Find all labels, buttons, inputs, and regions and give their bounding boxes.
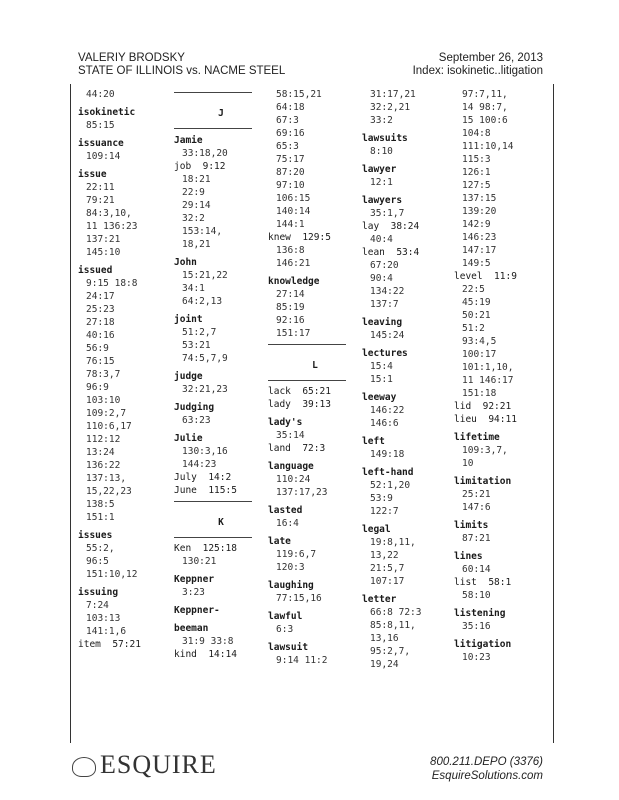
page-ref: 58:15,21 [276,89,322,100]
page-ref: 153:14, [182,226,223,237]
page-ref: 11 136:23 [86,221,138,232]
page-ref: 75:17 [276,154,305,165]
index-term: beeman [174,623,209,634]
page-ref: 6:3 [276,624,294,635]
page-ref: 9:14 11:2 [276,655,328,666]
page-ref: 144:1 [276,219,305,230]
page-ref: 141:1,6 [86,626,127,637]
page-ref: 147:17 [462,245,497,256]
page-ref: 32:2,21 [370,102,411,113]
page-ref: 27:18 [86,317,115,328]
index-column-1 [78,88,172,651]
index-entry: land 72:3 [268,443,326,454]
page-ref: 145:10 [86,247,121,258]
index-term: lawful [268,611,303,622]
index-term: knowledge [268,276,320,287]
page-ref: 13:24 [86,447,115,458]
page-ref: 32:21,23 [182,384,228,395]
index-entry: July 14:2 [174,472,232,483]
section-divider [174,92,252,93]
page-ref: 9:15 18:8 [86,278,138,289]
page-ref: 53:9 [370,493,393,504]
page-ref: 65:3 [276,141,299,152]
index-term: leaving [362,317,403,328]
index-term: Judging [174,402,215,413]
page-ref: 87:21 [462,533,491,544]
section-letter: K [218,517,224,528]
index-entry: lid 92:21 [454,401,512,412]
page-ref: 18:21 [182,174,211,185]
page-ref: 63:23 [182,415,211,426]
esquire-emblem-icon [72,757,96,777]
page-ref: 19,24 [370,659,399,670]
page-ref: 104:8 [462,128,491,139]
page-ref: 151:10,12 [86,569,138,580]
page-ref: 12:1 [370,177,393,188]
page-ref: 146:21 [276,258,311,269]
page-ref: 50:21 [462,310,491,321]
page-ref: 138:5 [86,499,115,510]
page-ref: 31:9 33:8 [182,636,234,647]
page-ref: 109:2,7 [86,408,127,419]
page-ref: 52:1,20 [370,480,411,491]
page-ref: 15:4 [370,361,393,372]
page-ref: 67:20 [370,260,399,271]
index-term: Keppner [174,574,215,585]
index-term: letter [362,594,397,605]
page-ref: 64:2,13 [182,296,223,307]
index-term: leeway [362,392,397,403]
page-ref: 101:1,10, [462,362,514,373]
page-ref: 25:21 [462,489,491,500]
page-ref: 10:23 [462,652,491,663]
index-entry: list 58:1 [454,577,512,588]
page-ref: 144:23 [182,459,217,470]
page-ref: 19:8,11, [370,537,416,548]
index-term: lawsuits [362,133,408,144]
deponent-name: VALERIY BRODSKY [78,52,185,64]
header-left [78,52,285,78]
footer-phone: 800.211.DEPO (3376) [430,756,543,768]
index-entry: June 115:5 [174,485,237,496]
page-ref: 35:16 [462,621,491,632]
page-ref: 127:5 [462,180,491,191]
page-ref: 137:15 [462,193,497,204]
section-letter: J [218,108,224,119]
page-ref: 18,21 [182,239,211,250]
page-ref: 142:9 [462,219,491,230]
page-ref: 95:2,7, [370,646,411,657]
page-ref: 151:1 [86,512,115,523]
page-ref: 79:21 [86,195,115,206]
index-term: lasted [268,505,303,516]
page-ref: 11 146:17 [462,375,514,386]
index-entry: Ken 125:18 [174,543,237,554]
section-divider [268,344,346,345]
page-ref: 40:4 [370,234,393,245]
page-ref: 55:2, [86,543,115,554]
page-ref: 58:10 [462,590,491,601]
page-ref: 85:8,11, [370,620,416,631]
page-ref: 134:22 [370,286,405,297]
index-entry: kind 14:14 [174,649,237,660]
section-divider [174,537,252,538]
index-entry: lieu 94:11 [454,414,517,425]
page-ref: 149:18 [370,449,405,460]
index-entry: job 9:12 [174,161,226,172]
page-ref: 14 98:7, [462,102,508,113]
page-ref: 76:15 [86,356,115,367]
page-ref: 35:1,7 [370,208,405,219]
page-ref: 15:21,22 [182,270,228,281]
index-term: left-hand [362,467,414,478]
index-entry: lay 38:24 [362,221,420,232]
index-entry: lady 39:13 [268,399,331,410]
index-term: left [362,436,385,447]
page-ref: 24:17 [86,291,115,302]
page-ref: 33:2 [370,115,393,126]
page-ref: 106:15 [276,193,311,204]
page-ref: 84:3,10, [86,208,132,219]
esquire-logo [72,750,217,780]
index-term: issued [78,265,113,276]
page-ref: 140:14 [276,206,311,217]
page-ref: 90:4 [370,273,393,284]
page-ref: 25:23 [86,304,115,315]
index-term: Julie [174,433,203,444]
page-ref: 109:14 [86,151,121,162]
page-ref: 45:19 [462,297,491,308]
index-entry: item 57:21 [78,639,141,650]
page-ref: 145:24 [370,330,405,341]
header-right [413,52,543,78]
page-ref: 136:22 [86,460,121,471]
page-ref: 21:5,7 [370,563,405,574]
index-column-3 [268,88,362,667]
page-ref: 107:17 [370,576,405,587]
page-ref: 44:20 [86,89,115,100]
page-ref: 111:10,14 [462,141,514,152]
page-ref: 77:15,16 [276,593,322,604]
page-ref: 97:10 [276,180,305,191]
page-ref: 110:6,17 [86,421,132,432]
index-term: listening [454,608,506,619]
page-ref: 16:4 [276,518,299,529]
page-ref: 31:17,21 [370,89,416,100]
page-ref: 15 100:6 [462,115,508,126]
page-ref: 103:10 [86,395,121,406]
index-term: joint [174,314,203,325]
page-ref: 15,22,23 [86,486,132,497]
index-term: lawyers [362,195,403,206]
page-ref: 69:16 [276,128,305,139]
page-ref: 22:5 [462,284,485,295]
index-term: late [268,536,291,547]
page-ref: 130:21 [182,556,217,567]
page-ref: 146:23 [462,232,497,243]
index-term: issues [78,530,113,541]
page-ref: 149:5 [462,258,491,269]
page-ref: 93:4,5 [462,336,497,347]
page-ref: 27:14 [276,289,305,300]
page-ref: 13,22 [370,550,399,561]
index-term: lifetime [454,432,500,443]
page-ref: 112:12 [86,434,121,445]
page-ref: 64:18 [276,102,305,113]
page-ref: 51:2,7 [182,327,217,338]
page-ref: 85:15 [86,120,115,131]
page-ref: 51:2 [462,323,485,334]
page-ref: 130:3,16 [182,446,228,457]
page-ref: 13,16 [370,633,399,644]
page-ref: 137:17,23 [276,487,328,498]
page-ref: 78:3,7 [86,369,121,380]
page-ref: 139:20 [462,206,497,217]
page-ref: 8:10 [370,146,393,157]
index-term: issue [78,169,107,180]
index-column-2 [174,88,268,661]
index-entry: lack 65:21 [268,386,331,397]
index-term: litigation [454,639,512,650]
index-column-4 [362,88,456,671]
index-term: issuing [78,587,119,598]
page-ref: 96:5 [86,556,109,567]
index-term: lectures [362,348,408,359]
page-ref: 32:2 [182,213,205,224]
index-term: limitation [454,476,512,487]
page-ref: 137:21 [86,234,121,245]
footer-contact [430,755,543,783]
index-entry: lean 53:4 [362,247,420,258]
logo-text: ESQUIRE [100,750,217,779]
page-ref: 103:13 [86,613,121,624]
index-term: lines [454,551,483,562]
index-term: isokinetic [78,107,136,118]
page-ref: 35:14 [276,430,305,441]
page-ref: 97:7,11, [462,89,508,100]
page-ref: 122:7 [370,506,399,517]
page-ref: 66:8 72:3 [370,607,422,618]
section-divider [174,501,252,502]
page-ref: 22:9 [182,187,205,198]
index-term: lady's [268,417,303,428]
page-ref: 151:18 [462,388,497,399]
page-ref: 29:14 [182,200,211,211]
deposition-date: September 26, 2013 [438,52,543,64]
index-term: lawyer [362,164,397,175]
index-term: issuance [78,138,124,149]
page-ref: 87:20 [276,167,305,178]
page-ref: 10 [462,458,474,469]
page-ref: 146:22 [370,405,405,416]
page-ref: 115:3 [462,154,491,165]
page-ref: 100:17 [462,349,497,360]
page-ref: 3:23 [182,587,205,598]
page-ref: 126:1 [462,167,491,178]
index-entry: level 11:9 [454,271,517,282]
page-ref: 85:19 [276,302,305,313]
page-ref: 53:21 [182,340,211,351]
page-ref: 119:6,7 [276,549,317,560]
section-divider [174,128,252,129]
index-term: John [174,257,197,268]
index-term: Keppner- [174,605,220,616]
index-column-5 [454,88,548,664]
section-divider [268,380,346,381]
index-term: laughing [268,580,314,591]
section-letter: L [312,360,318,371]
index-term: language [268,461,314,472]
page-ref: 137:7 [370,299,399,310]
index-term: limits [454,520,489,531]
page-ref: 15:1 [370,374,393,385]
page-ref: 7:24 [86,600,109,611]
page-ref: 40:16 [86,330,115,341]
page-ref: 137:13, [86,473,127,484]
page-ref: 146:6 [370,418,399,429]
page-ref: 22:11 [86,182,115,193]
index-term: legal [362,524,391,535]
page-ref: 74:5,7,9 [182,353,228,364]
footer-website: EsquireSolutions.com [431,770,543,782]
index-term: judge [174,371,203,382]
page-ref: 33:18,20 [182,148,228,159]
page-ref: 147:6 [462,502,491,513]
page-ref: 96:9 [86,382,109,393]
index-range: Index: isokinetic..litigation [412,65,543,77]
page-ref: 92:16 [276,315,305,326]
index-term: Jamie [174,135,203,146]
index-entry: knew 129:5 [268,232,331,243]
page-ref: 151:17 [276,328,311,339]
page-ref: 110:24 [276,474,311,485]
page-ref: 34:1 [182,283,205,294]
index-term: lawsuit [268,642,309,653]
page-ref: 56:9 [86,343,109,354]
page-ref: 120:3 [276,562,305,573]
case-caption: STATE OF ILLINOIS vs. NACME STEEL [78,65,286,77]
page-ref: 60:14 [462,564,491,575]
page-ref: 67:3 [276,115,299,126]
page-ref: 136:8 [276,245,305,256]
page-ref: 109:3,7, [462,445,508,456]
